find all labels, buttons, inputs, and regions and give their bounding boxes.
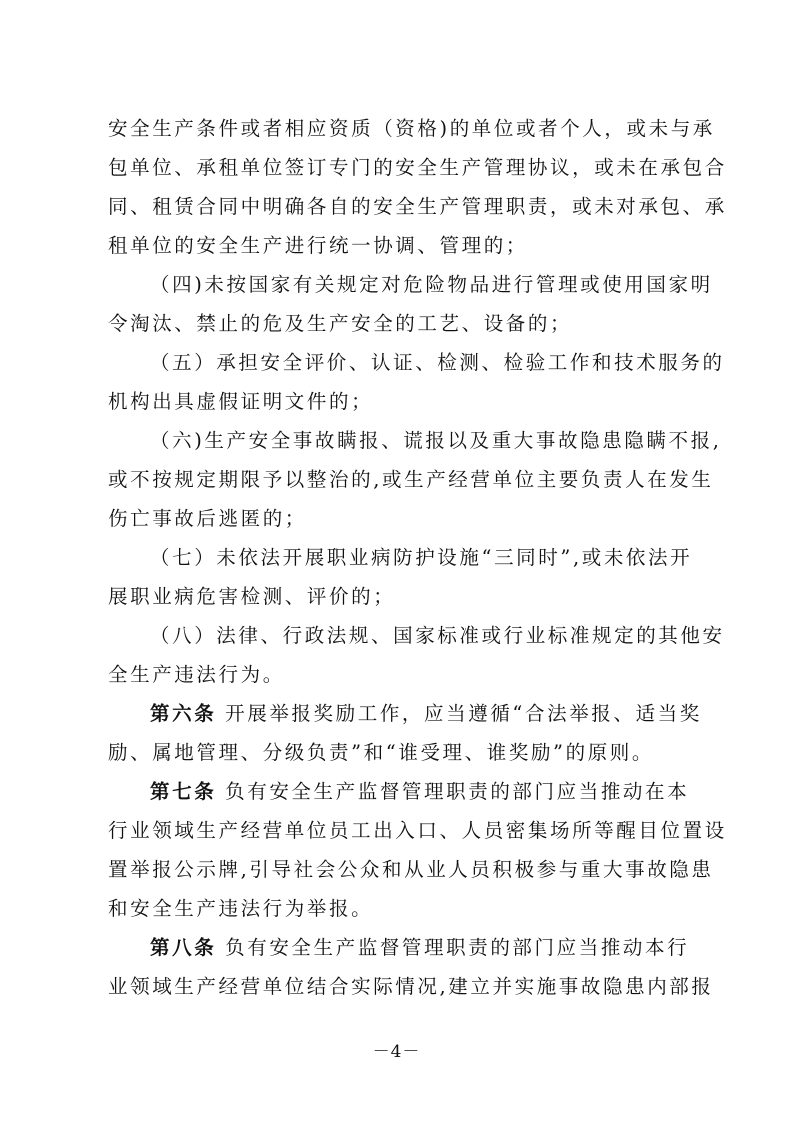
text-line: 伤亡事故后逃匿的； [108, 507, 307, 530]
text-line: 展职业病危害检测、评价的； [108, 585, 396, 608]
text-line: 同、租赁合同中明确各自的安全生产管理职责，或未对承包、承 [108, 195, 727, 218]
text-line: 租单位的安全生产进行统一协调、管理的； [108, 234, 528, 257]
text-line: 和安全生产违法行为举报。 [108, 897, 374, 920]
article-six-line [150, 699, 702, 729]
text-line: 包单位、承租单位签订专门的安全生产管理协议，或未在承包合 [108, 156, 727, 179]
text-line: 机构出具虚假证明文件的； [108, 390, 374, 413]
item-eight-line: （八）法律、行政法规、国家标准或行业标准规定的其他安 [150, 624, 725, 647]
article-seven-text: 负有安全生产监督管理职责的部门应当推动在本 [225, 780, 690, 803]
item-four-line: （四)未按国家有关规定对危险物品进行管理或使用国家明 [150, 273, 713, 296]
article-seven-label: 第七条 [150, 780, 217, 803]
item-five-line: （五）承担安全评价、认证、检测、检验工作和技术服务的 [150, 351, 725, 374]
item-six-line: （六)生产安全事故瞒报、谎报以及重大事故隐患隐瞒不报, [150, 429, 722, 452]
text-line: 业领域生产经营单位结合实际情况,建立并实施事故隐患内部报 [108, 975, 714, 998]
text-line: 励、属地管理、分级负责”和“谁受理、谁奖励”的原则。 [108, 741, 655, 764]
text-line: 全生产违法行为。 [108, 663, 285, 686]
article-eight-label: 第八条 [150, 936, 217, 959]
article-six-text: 开展举报奖励工作，应当遵循“合法举报、适当奖 [225, 702, 702, 725]
text-line: 令淘汰、禁止的危及生产安全的工艺、设备的； [108, 312, 573, 335]
text-line: 置举报公示牌,引导社会公众和从业人员积极参与重大事故隐患 [108, 858, 714, 881]
text-line: 或不按规定期限予以整治的,或生产经营单位主要负责人在发生 [108, 468, 714, 491]
article-six-label: 第六条 [150, 702, 217, 725]
page-number: －4－ [372, 1042, 421, 1062]
article-eight-text: 负有安全生产监督管理职责的部门应当推动本行 [225, 936, 690, 959]
article-seven-line [150, 777, 698, 807]
text-line: 行业领域生产经营单位员工出入口、人员密集场所等醒目位置设 [108, 819, 727, 842]
text-line: 安全生产条件或者相应资质（资格)的单位或者个人，或未与承 [108, 117, 715, 140]
article-eight-line [150, 933, 698, 963]
item-seven-line: （七）未依法开展职业病防护设施“三同时”,或未依法开 [150, 546, 693, 569]
